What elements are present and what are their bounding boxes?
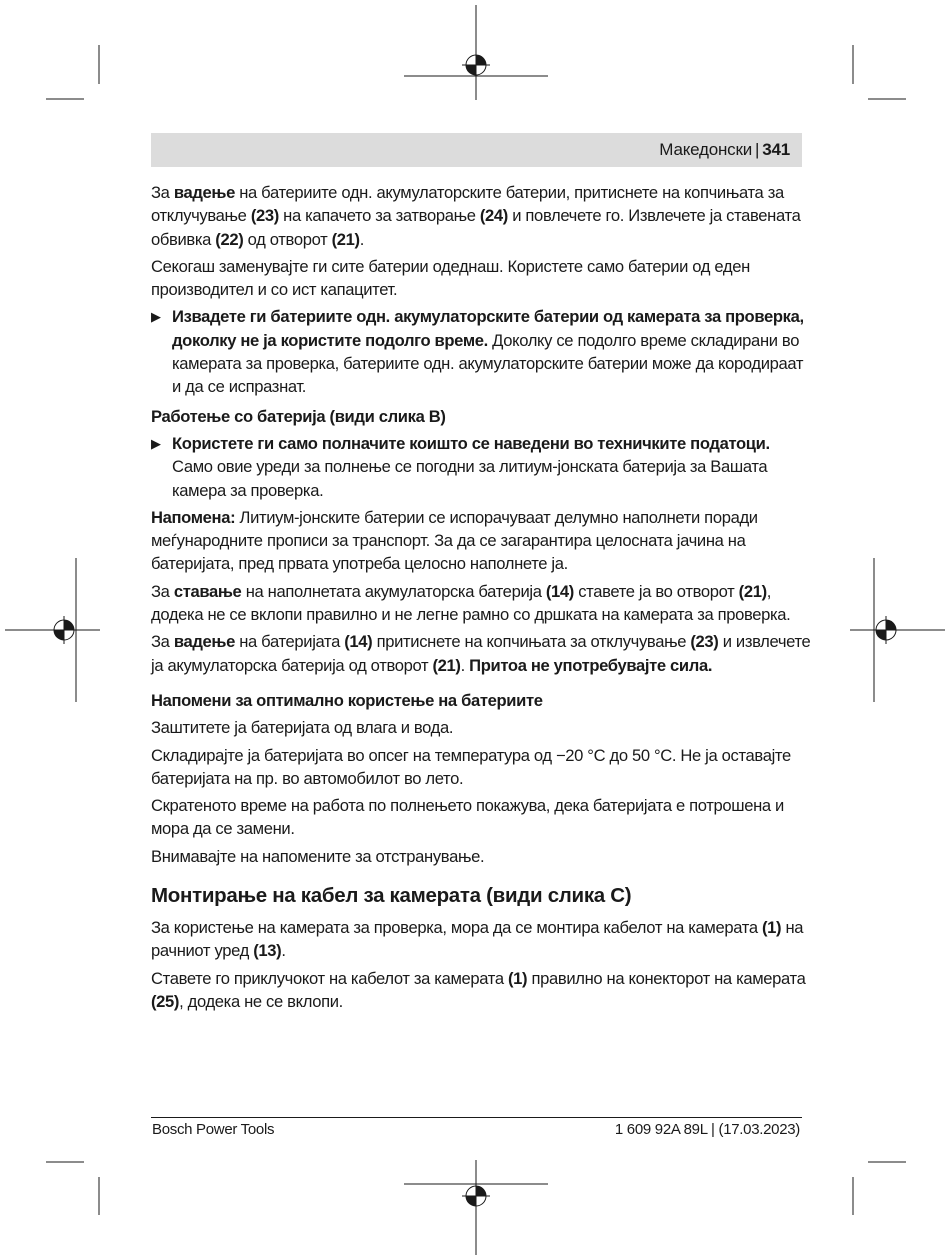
paragraph-protect-moisture: Заштитете ја батеријата од влага и вода. xyxy=(151,718,454,738)
paragraph-remove-battery: За вадење на батеријата (14) притиснете на копчињата за отклучување (23) и извлечете ја акумулаторска батерија од отворот (21). Притоа не употребувајте сила. xyxy=(151,632,811,675)
header-language: Македонски xyxy=(659,140,753,159)
paragraph-storage-temperature: Складирајте ја батеријата во опсег на температура од −20 °C до 50 °C. Не ја оставајте батеријата на пр. во автомобилот во лето. xyxy=(151,745,791,788)
paragraph-remove-batteries: За вадење на батериите одн. акумулаторските батерии, притиснете на копчињата за отклучување (23) на капачето за затворање (24) и повлечете го. Извлечете ја ставената обвивка (22) од отворот (21). xyxy=(151,183,801,249)
page-footer xyxy=(151,1117,802,1138)
footer-doc-code: 1 609 92A 89L | (17.03.2023) xyxy=(614,1121,800,1138)
footer-brand: Bosch Power Tools xyxy=(152,1121,275,1138)
subheading-battery-operation: Работење со батерија (види слика B) xyxy=(151,406,446,426)
paragraph-mount-cable: За користење на камерата за проверка, мора да се монтира кабелот на камерата (1) на рачниот уред (13). xyxy=(151,918,804,961)
paragraph-connect-plug: Ставете го приклучокот на кабелот за камерата (1) правилно на конекторот на камерата (25), додека не се вклопи. xyxy=(151,968,806,1011)
paragraph-short-runtime: Скратеното време на работа по полнењето покажува, дека батеријата е потрошена и мора да се замени. xyxy=(151,796,784,839)
page-header xyxy=(151,133,802,167)
paragraph-replace-all: Секогаш заменувајте ги сите батерии одеднаш. Користете само батерии од еден производител и со ист капацитет. xyxy=(151,256,750,300)
paragraph-disposal: Внимавајте на напомените за отстранување. xyxy=(151,846,485,866)
subheading-battery-tips: Напомени за оптимално користење на батериите xyxy=(151,690,543,710)
section-heading-camera-cable: Монтирање на кабел за камерата (види слика C) xyxy=(151,884,632,908)
bullet-arrow-icon: ▶ xyxy=(151,309,161,325)
page-number: 341 xyxy=(762,140,790,159)
bullet-remove-when-unused: ▶ Извадете ги батериите одн. акумулаторските батерии од камерата за проверка, доколку не ја користите подолго време. Доколку се подолго време складирани во камерата за проверка, батериите одн. акумулаторските батерии може да кородираат и да се испразнат. xyxy=(151,307,804,397)
bullet-arrow-icon: ▶ xyxy=(151,435,161,451)
paragraph-insert-battery: За ставање на наполнетата акумулаторска батерија (14) ставете ја во отворот (21), додека не се вклопи правилно и не легне рамно со дршката на камерата за проверка. xyxy=(151,581,791,625)
header-text: Македонски | 341 xyxy=(659,140,790,159)
paragraph-note: Напомена: Литиум-јонските батерии се испорачуваат делумно наполнети поради меѓународните прописи за транспорт. За да се загарантира целосната јачина на батеријата, пред првата употреба целосно наполнете ја. xyxy=(151,507,758,574)
page-content xyxy=(151,181,811,1017)
bullet-use-chargers: ▶ Користете ги само полначите коишто се наведени во техничките податоци. Само овие уреди за полнење се погодни за литиум-јонската батерија за Вашата камера за проверка. xyxy=(151,433,770,500)
